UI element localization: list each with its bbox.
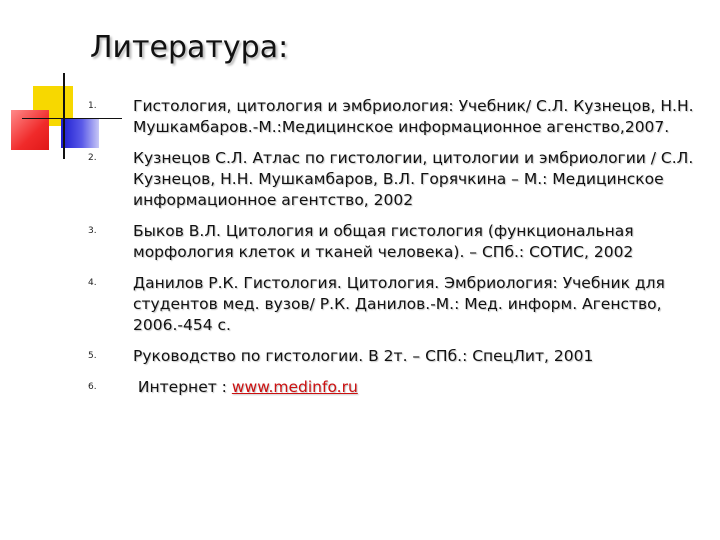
reference-text: Интернет : [133,378,232,396]
decor-blue-square [61,118,99,148]
reference-item [88,221,703,263]
reference-text: Кузнецов С.Л. Атлас по гистологии, цитологии и эмбриологии / С.Л. Кузнецов, Н.Н. Мушкамбаров, В.Л. Горячкина – М.: Медицинское информационное агентство, 2002 [133,149,694,209]
reference-text: Данилов Р.К. Гистология. Цитология. Эмбриология: Учебник для студентов мед. вузов/ Р.К. Данилов.-М.: Мед. информ. Агенство, 2006.-454 с. [133,274,665,334]
reference-number: 3. [88,226,97,236]
page-title: Литература: [90,30,289,65]
reference-item [88,377,703,398]
reference-number: 4. [88,278,97,288]
decor-horizontal-line [22,118,122,119]
reference-item [88,96,703,138]
decor-vertical-line [63,73,65,159]
internet-link[interactable]: www.medinfo.ru [231,378,358,396]
decor-red-square [11,110,49,150]
reference-number: 6. [88,382,97,392]
reference-list [88,96,703,408]
reference-number: 2. [88,153,97,163]
reference-item [88,273,703,336]
reference-text: Быков В.Л. Цитология и общая гистология (функциональная морфология клеток и тканей человека). – СПб.: СОТИС, 2002 [133,222,634,261]
reference-number: 5. [88,351,97,361]
reference-text: Гистология, цитология и эмбриология: Учебник/ С.Л. Кузнецов, Н.Н. Мушкамбаров.-М.:Медицинское информационное агенство,2007. [133,97,694,136]
reference-item [88,346,703,367]
reference-text: Руководство по гистологии. В 2т. – СПб.: СпецЛит, 2001 [133,347,594,365]
reference-item [88,148,703,211]
reference-number: 1. [88,101,97,111]
